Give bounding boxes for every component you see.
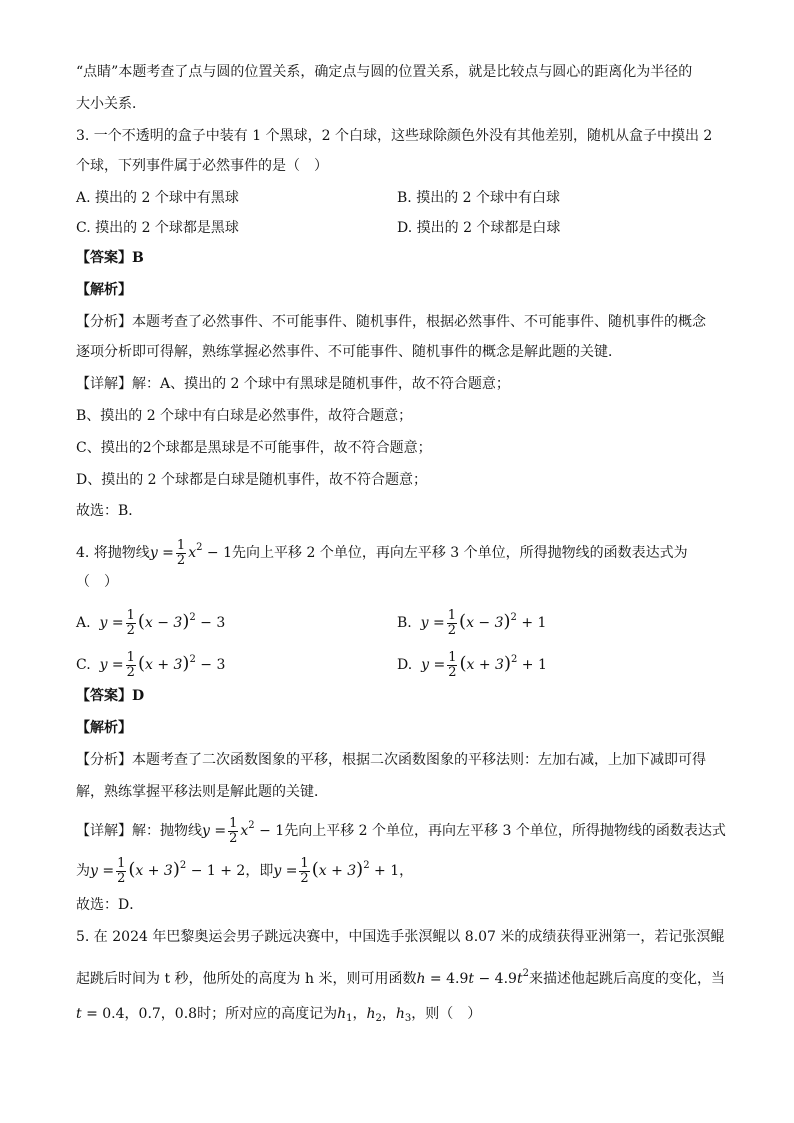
q4-xiangjie-formula-2: y = $\frac{1}{2}$ $(x + 3)^2 - 1 + 2$ — [90, 855, 246, 886]
q4-option-a-label: A. — [76, 615, 91, 631]
q4-option-c — [76, 646, 225, 680]
q4-xiangjie2-pre: 为 — [76, 863, 90, 879]
q3-choose: 故选：B． — [76, 503, 143, 519]
q5-height-function: $h = 4.9t - 4.9t^2$ — [416, 968, 529, 987]
q3-option-d: D. 摸出的 2 个球都是白球 — [397, 220, 561, 236]
q3-xiangjie-line-3: C、摸出的2个球都是黑球是不可能事件，故不符合题意； — [76, 440, 432, 456]
q3-stem-line-1: 3. 一个不透明的盒子中装有 1 个黑球，2 个白球，这些球除颜色外没有其他差别，随机从盒子中摸出 2 — [76, 128, 713, 144]
q3-analysis-heading: 【解析】 — [76, 282, 132, 298]
q4-option-b-label: B. — [397, 615, 412, 631]
q4-option-d — [397, 646, 547, 680]
q4-option-c-formula: y = $\frac{1}{2}$ $(x + 3)^2 - 3$ — [95, 649, 226, 680]
q4-option-d-label: D. — [397, 657, 413, 673]
q5-line-3-post: ，则（ ） — [411, 1006, 482, 1022]
q4-analysis-heading: 【解析】 — [76, 720, 132, 736]
q4-option-a — [76, 604, 225, 638]
q3-xiangjie-line-4: D、摸出的 2 个球都是白球是随机事件，故不符合题意； — [76, 472, 428, 488]
q3-xiangjie-line-1: 【详解】解：A、摸出的 2 个球中有黑球是随机事件，故不符合题意； — [76, 376, 510, 392]
q3-answer: 【答案】B — [76, 250, 144, 266]
q3-option-a: A. 摸出的 2 个球中有黑球 — [76, 190, 239, 206]
q3-option-b: B. 摸出的 2 个球中有白球 — [397, 190, 560, 206]
q4-stem-line-1 — [76, 534, 688, 568]
q4-choose: 故选：D． — [76, 897, 144, 913]
q4-option-a-formula: y = $\frac{1}{2}$ $(x - 3)^2 - 3$ — [95, 607, 226, 638]
q4-option-d-formula: y = $\frac{1}{2}$ $(x + 3)^2 + 1$ — [416, 649, 547, 680]
q4-stem-pre: 4. 将抛物线 — [76, 545, 150, 561]
q4-formula-original: y = $\frac{1}{2}$ $x^2 - 1$ — [149, 537, 233, 568]
q4-stem-post: 先向上平移 2 个单位，再向左平移 3 个单位，所得抛物线的函数表达式为 — [232, 545, 688, 561]
q5-time-values: t = 0.4，0.7，0.8 — [76, 1006, 198, 1022]
q4-answer: 【答案】D — [76, 688, 145, 704]
q4-option-b — [397, 604, 546, 638]
q5-line-1: 5. 在 2024 年巴黎奥运会男子跳远决赛中，中国选手张溟鲲以 8.07 米的成绩获得亚洲第一，若记张溟鲲 — [76, 929, 725, 945]
intro-line-1: “点睛”本题考查了点与圆的位置关系，确定点与圆的位置关系，就是比较点与圆心的距离化为半径的 — [76, 64, 693, 80]
q4-xiangjie-post: 先向上平移 2 个单位，再向左平移 3 个单位，所得抛物线的函数表达式 — [284, 823, 726, 839]
q4-xiangjie-pre: 【详解】解：抛物线 — [76, 823, 202, 839]
q3-fenxi-line-2: 逐项分析即可得解，熟练掌握必然事件、不可能事件、随机事件的概念是解此题的关键． — [76, 344, 622, 360]
q5-height-symbols: $h_1$，$h_2$，$h_3$ — [337, 1006, 412, 1024]
q5-line-3-mid: 时；所对应的高度记为 — [197, 1006, 338, 1022]
q4-xiangjie2-post: ， — [399, 863, 414, 879]
q4-xiangjie2-mid: ，即 — [245, 863, 274, 879]
q4-xiangjie-line-2 — [76, 852, 413, 886]
q4-option-b-formula: y = $\frac{1}{2}$ $(x - 3)^2 + 1$ — [416, 607, 547, 638]
q5-line-2-pre: 起跳后时间为 t 秒，他所处的高度为 h 米，则可用函数 — [76, 971, 417, 987]
q4-paren: （ ） — [76, 574, 118, 590]
q4-fenxi-line-1: 【分析】本题考查了二次函数图象的平移，根据二次函数图象的平移法则：左加右减，上加下减即可得 — [76, 752, 706, 768]
q4-fenxi-line-2: 解，熟练掌握平移法则是解此题的关键． — [76, 784, 328, 800]
q3-xiangjie-line-2: B、摸出的 2 个球中有白球是必然事件，故符合题意； — [76, 408, 413, 424]
q4-option-c-label: C. — [76, 657, 91, 673]
intro-line-2: 大小关系． — [76, 96, 146, 112]
q4-xiangjie-formula-1: y = $\frac{1}{2}$ $x^2 - 1$ — [202, 815, 285, 846]
q5-line-3 — [76, 1002, 481, 1031]
q5-line-2 — [76, 962, 725, 991]
q4-xiangjie-line-1 — [76, 812, 726, 846]
q3-fenxi-line-1: 【分析】本题考查了必然事件、不可能事件、随机事件，根据必然事件、不可能事件、随机事件的概念 — [76, 314, 706, 330]
q4-xiangjie-formula-3: y = $\frac{1}{2}$ $(x + 3)^2 + 1$ — [273, 855, 400, 886]
q3-stem-line-2: 个球，下列事件属于必然事件的是（ ） — [76, 158, 328, 174]
q3-option-c: C. 摸出的 2 个球都是黑球 — [76, 220, 239, 236]
q5-line-2-post: 来描述他起跳后高度的变化，当 — [528, 971, 725, 987]
